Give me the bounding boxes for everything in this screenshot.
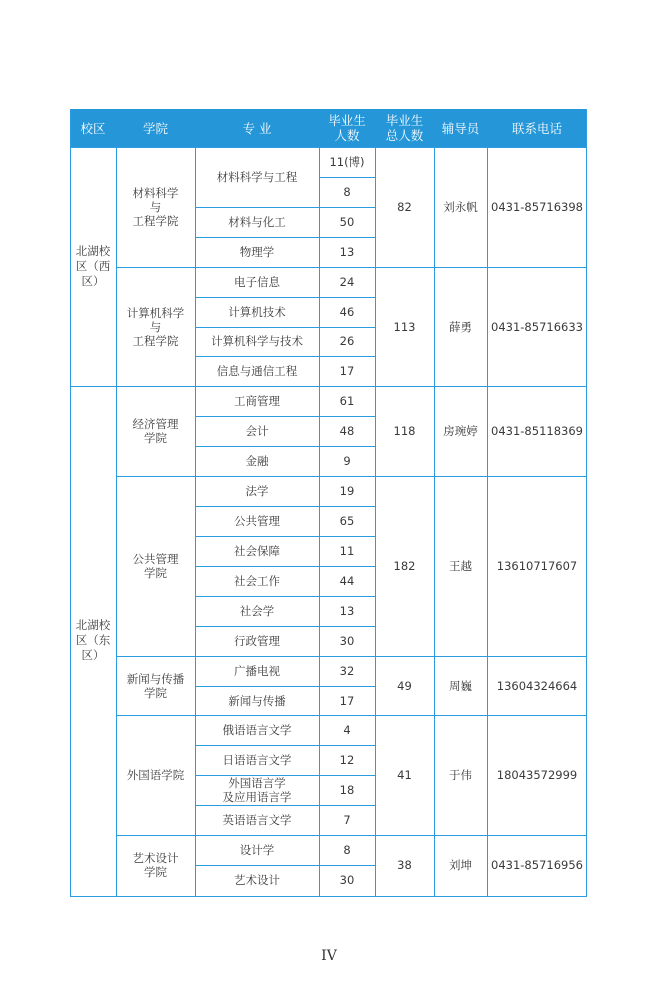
row-divider (319, 147, 375, 148)
college-name: 新闻与传播 学院 (126, 671, 185, 700)
table-border-bottom (70, 896, 587, 897)
campus-cell: 北湖校区（东区） (75, 618, 111, 663)
counselor-name: 刘坤 (449, 858, 472, 873)
major-name: 社会保障 (234, 543, 280, 558)
row-divider (319, 177, 375, 178)
major-name: 会计 (245, 424, 269, 439)
graduate-count: 44 (339, 573, 355, 588)
campus-cell: 北湖校区（西区） (75, 244, 111, 289)
row-divider (319, 835, 375, 836)
graduate-count: 30 (339, 873, 355, 888)
row-divider (319, 536, 375, 537)
college-name: 计算机科学 与 工程学院 (126, 305, 185, 348)
major-name: 英语语言文学 (222, 813, 292, 828)
major-name: 物理学 (239, 244, 275, 259)
graduate-count: 48 (339, 424, 355, 439)
header-campus: 校区 (70, 109, 116, 147)
header-major: 专 业 (195, 109, 319, 147)
graduate-count: 8 (343, 184, 351, 199)
row-divider (195, 147, 319, 148)
header-college: 学院 (116, 109, 195, 147)
major-name: 公共管理 (234, 513, 280, 528)
row-divider (319, 805, 375, 806)
row-divider (195, 356, 319, 357)
major-name: 设计学 (239, 843, 275, 858)
row-divider (319, 386, 375, 387)
row-divider (195, 237, 319, 238)
row-divider (319, 745, 375, 746)
major-name: 社会工作 (234, 573, 280, 588)
major-name: 计算机技术 (228, 304, 286, 319)
row-divider (195, 536, 319, 537)
counselor-name: 王越 (449, 558, 472, 573)
row-divider (319, 656, 375, 657)
major-name: 材料与化工 (228, 214, 286, 229)
major-name: 艺术设计 (234, 873, 280, 888)
row-divider (319, 267, 375, 268)
major-name: 广播电视 (234, 663, 280, 678)
counselor-name: 刘永帆 (443, 199, 478, 214)
major-name: 法学 (245, 484, 269, 499)
column-divider (195, 147, 196, 897)
row-divider (195, 207, 319, 208)
major-name: 电子信息 (234, 274, 280, 289)
major-name: 金融 (245, 454, 269, 469)
graduate-count: 65 (339, 513, 355, 528)
major-name: 社会学 (239, 603, 275, 618)
graduate-count: 12 (339, 753, 355, 768)
header-counselor: 辅导员 (434, 109, 487, 147)
contact-phone: 13604324664 (496, 678, 578, 693)
row-divider (319, 356, 375, 357)
row-divider (319, 865, 375, 866)
row-divider (319, 327, 375, 328)
graduate-count: 7 (343, 813, 351, 828)
row-divider (319, 446, 375, 447)
row-divider (319, 207, 375, 208)
contact-phone: 0431-85716398 (491, 199, 583, 214)
college-name: 公共管理 学院 (132, 551, 179, 580)
graduate-count: 19 (339, 484, 355, 499)
row-divider (195, 686, 319, 687)
graduate-count: 17 (339, 364, 355, 379)
row-divider (195, 775, 319, 776)
row-divider (319, 596, 375, 597)
row-divider (319, 715, 375, 716)
graduate-contact-table (70, 109, 587, 897)
header-total: 毕业生 总人数 (375, 109, 434, 147)
contact-phone: 13610717607 (496, 558, 578, 573)
major-name: 行政管理 (234, 633, 280, 648)
college-name: 材料科学 与 工程学院 (132, 185, 179, 228)
page-number: IV (321, 948, 337, 964)
row-divider (195, 446, 319, 447)
major-name: 计算机科学与技术 (211, 334, 303, 349)
row-divider (195, 297, 319, 298)
graduate-count: 61 (339, 394, 355, 409)
row-divider (195, 566, 319, 567)
counselor-name: 周巍 (449, 678, 472, 693)
college-name: 艺术设计 学院 (132, 851, 179, 880)
graduate-count: 9 (343, 454, 351, 469)
graduate-total: 49 (397, 678, 412, 693)
contact-phone: 0431-85716633 (491, 319, 583, 334)
header-phone: 联系电话 (487, 109, 587, 147)
graduate-count: 32 (339, 663, 355, 678)
row-divider (195, 267, 319, 268)
row-divider (319, 297, 375, 298)
row-divider (319, 626, 375, 627)
graduate-total: 118 (393, 424, 416, 439)
row-divider (319, 506, 375, 507)
row-divider (319, 476, 375, 477)
graduate-count: 50 (339, 214, 355, 229)
column-divider (487, 147, 488, 897)
major-name: 新闻与传播 (228, 693, 286, 708)
row-divider (319, 566, 375, 567)
graduate-total: 41 (397, 768, 412, 783)
row-divider (195, 626, 319, 627)
graduate-total: 38 (397, 858, 412, 873)
major-name: 工商管理 (234, 394, 280, 409)
row-divider (319, 686, 375, 687)
graduate-count: 11(博) (329, 154, 365, 169)
row-divider (319, 416, 375, 417)
row-divider (195, 386, 319, 387)
row-divider (195, 476, 319, 477)
column-divider (434, 147, 435, 897)
row-divider (195, 416, 319, 417)
counselor-name: 薛勇 (449, 319, 472, 334)
row-divider (195, 835, 319, 836)
graduate-total: 182 (393, 558, 416, 573)
graduate-count: 13 (339, 603, 355, 618)
graduate-total: 82 (397, 199, 412, 214)
major-name: 俄语语言文学 (222, 723, 292, 738)
graduate-count: 17 (339, 693, 355, 708)
row-divider (195, 327, 319, 328)
counselor-name: 于伟 (449, 768, 472, 783)
row-divider (195, 715, 319, 716)
major-name: 信息与通信工程 (216, 364, 298, 379)
table-border-right (586, 109, 587, 897)
row-divider (195, 506, 319, 507)
graduate-count: 8 (343, 843, 351, 858)
contact-phone: 0431-85716956 (491, 858, 583, 873)
row-divider (195, 656, 319, 657)
counselor-name: 房琬婷 (443, 424, 478, 439)
graduate-total: 113 (393, 319, 416, 334)
major-name: 外国语言学 及应用语言学 (222, 776, 292, 805)
graduate-count: 18 (339, 783, 355, 798)
contact-phone: 0431-85118369 (491, 424, 583, 439)
graduate-count: 11 (339, 543, 355, 558)
major-name: 材料科学与工程 (216, 169, 298, 184)
row-divider (195, 805, 319, 806)
row-divider (195, 865, 319, 866)
header-count: 毕业生 人数 (319, 109, 375, 147)
contact-phone: 18043572999 (496, 768, 578, 783)
graduate-count: 4 (343, 723, 351, 738)
row-divider (319, 237, 375, 238)
row-divider (195, 596, 319, 597)
major-name: 日语语言文学 (222, 753, 292, 768)
college-name: 经济管理 学院 (132, 417, 179, 446)
graduate-count: 24 (339, 274, 355, 289)
graduate-count: 30 (339, 633, 355, 648)
graduate-count: 13 (339, 244, 355, 259)
column-divider (319, 147, 320, 897)
graduate-count: 46 (339, 304, 355, 319)
column-divider (375, 147, 376, 897)
row-divider (319, 775, 375, 776)
table-border-left (70, 109, 71, 897)
column-divider (116, 147, 117, 897)
row-divider (195, 745, 319, 746)
graduate-count: 26 (339, 334, 355, 349)
college-name: 外国语学院 (126, 768, 185, 783)
